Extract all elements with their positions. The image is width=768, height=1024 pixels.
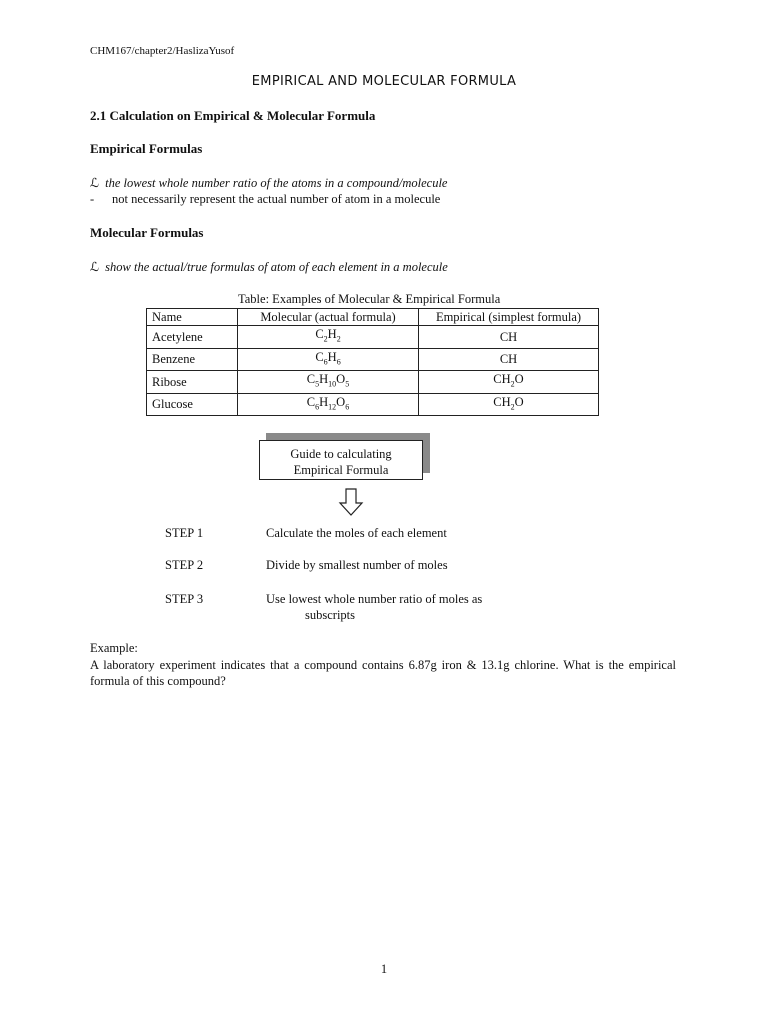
molecular-formula-cell: $C_6H_{12}O_6$ [238,393,419,416]
section-heading: 2.1 Calculation on Empirical & Molecular Formula [90,108,376,123]
bullet-icon: ℒ [90,260,100,274]
bullet-icon: ℒ [90,176,100,190]
page-number: 1 [380,962,388,976]
compound-name-cell: Benzene [147,348,238,371]
empirical-formula-cell: CH [419,348,599,371]
step-text: Calculate the moles of each element [266,526,447,540]
step-text: Divide by smallest number of moles [266,558,448,572]
empirical-definition: the lowest whole number ratio of the atoms in a compound/molecule [105,176,448,190]
document-title: EMPIRICAL AND MOLECULAR FORMULA [251,74,517,89]
empirical-heading: Empirical Formulas [90,141,203,156]
compound-name-cell: Acetylene [147,326,238,349]
compound-name-cell: Ribose [147,371,238,394]
empirical-formula-cell: $CH_2O$ [419,371,599,394]
molecular-formula-cell: $C_5H_{10}O_5$ [238,371,419,394]
guide-title-line1: Guide to calculating [290,447,392,461]
formula-table [146,308,599,416]
example-label: Example: [90,641,138,655]
empirical-note: not necessarily represent the actual number of atom in a molecule [112,192,441,206]
step-text: Use lowest whole number ratio of moles as [266,592,483,606]
table-caption: Table: Examples of Molecular & Empirical Formula [238,292,501,306]
table-header-row [147,309,599,326]
dash-marker: - [90,192,95,206]
table-row [147,371,599,394]
molecular-definition: show the actual/true formulas of atom of each element in a molecule [105,260,448,274]
empirical-formula-cell: CH [419,326,599,349]
table-row [147,393,599,416]
course-reference: CHM167/chapter2/HaslizaYusof [90,45,235,57]
table-header-cell: Name [147,309,238,326]
compound-name-cell: Glucose [147,393,238,416]
table-header-cell: Molecular (actual formula) [238,309,419,326]
molecular-definition-item [90,259,448,275]
example-text: A laboratory experiment indicates that a compound contains 6.87g iron & 13.1g chlorine. What is the empirical formula of this compound? [90,658,676,688]
empirical-definition-item [90,175,447,191]
guide-title-line2: Empirical Formula [293,463,389,477]
step-text-continuation: subscripts [305,608,355,622]
molecular-formula-cell: $C_6H_6$ [238,348,419,371]
table-row [147,348,599,371]
down-arrow-icon [338,488,364,516]
empirical-note-item [90,192,440,207]
step-label: STEP 3 [165,592,204,606]
guide-box [259,440,423,480]
step-label: STEP 1 [165,526,204,540]
molecular-heading: Molecular Formulas [90,225,204,240]
molecular-formula-cell: $C_2H_2$ [238,326,419,349]
table-row [147,326,599,349]
table-header-cell: Empirical (simplest formula) [419,309,599,326]
step-label: STEP 2 [165,558,204,572]
empirical-formula-cell: $CH_2O$ [419,393,599,416]
